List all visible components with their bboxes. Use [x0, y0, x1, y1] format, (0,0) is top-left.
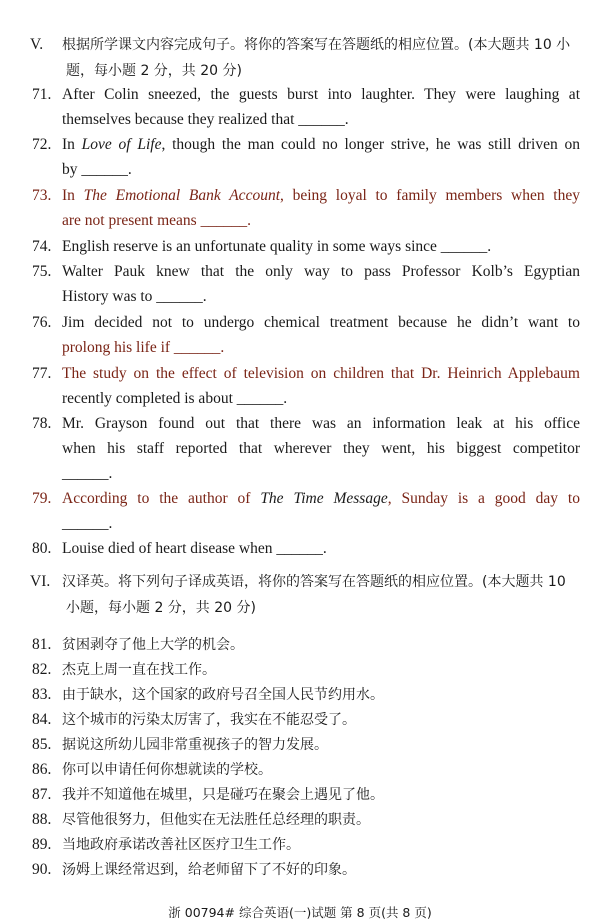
chinese-sentence: 由于缺水，这个国家的政府号召全国人民节约用水。	[62, 687, 384, 703]
question-77-line1: The study on the effect of television on children that Dr. Heinrich Applebaum	[62, 365, 580, 382]
question-79-line1	[62, 486, 580, 511]
question-number: 88.	[32, 811, 52, 828]
question-number: 90.	[32, 861, 52, 878]
question-90	[32, 857, 580, 883]
question-number: 80.	[32, 540, 52, 557]
question-number: 87.	[32, 786, 52, 803]
question-75-line2: History was to ______.	[62, 288, 207, 305]
question-number: 72.	[32, 136, 52, 153]
question-number: 89.	[32, 836, 52, 853]
question-71-line1: After Colin sneezed, the guests burst into laughter. They were laughing at	[62, 86, 580, 103]
question-82	[32, 657, 580, 683]
question-72-rest: , though the man could no longer strive, he was still driven on	[161, 136, 580, 153]
question-72-line2: by ______.	[62, 161, 132, 178]
question-71-line2: themselves because they realized that ______.	[62, 111, 349, 128]
question-72-pre: In	[62, 136, 82, 153]
question-79-rest: , Sunday is a good day to	[387, 490, 580, 507]
question-number: 86.	[32, 761, 52, 778]
question-81	[32, 632, 580, 658]
lesson-title: The Emotional Bank Account	[83, 187, 281, 204]
question-87	[32, 782, 580, 808]
question-73-pre: In	[62, 187, 84, 204]
question-74-line1: English reserve is an unfortunate quality in some ways since ______.	[62, 238, 492, 255]
question-88	[32, 807, 580, 833]
question-79-line2: ______.	[62, 515, 113, 532]
question-number: 84.	[32, 711, 52, 728]
section-v-line2: 题，每小题 2 分，共 20 分)	[66, 63, 242, 79]
question-number: 71.	[32, 86, 52, 103]
question-78	[32, 411, 580, 486]
question-85	[32, 732, 580, 758]
question-77	[32, 361, 580, 411]
question-74	[32, 234, 580, 259]
question-84	[32, 707, 580, 733]
question-72-line1	[62, 132, 580, 157]
chinese-sentence: 据说这所幼儿园非常重视孩子的智力发展。	[62, 737, 328, 753]
question-73-rest: , being loyal to family members when they	[280, 187, 580, 204]
question-78-line3: ______.	[62, 465, 113, 482]
chinese-sentence: 这个城市的污染太厉害了，我实在不能忍受了。	[62, 712, 356, 728]
question-80	[32, 536, 580, 561]
question-number: 75.	[32, 263, 52, 280]
question-75	[32, 259, 580, 309]
question-83	[32, 682, 580, 708]
question-number: 81.	[32, 636, 52, 653]
page-footer: 浙 00794# 综合英语(一)试题 第 8 页(共 8 页)	[168, 905, 432, 920]
section-vi-numeral: VI.	[30, 573, 51, 590]
question-73	[32, 183, 580, 233]
question-78-line1: Mr. Grayson found out that there was an information leak at his office	[62, 415, 580, 432]
question-78-line2: when his staff reported that wherever they went, his biggest competitor	[62, 440, 580, 457]
chinese-sentence: 你可以申请任何你想就读的学校。	[62, 762, 272, 778]
section-v-instructions	[30, 32, 582, 84]
question-76	[32, 310, 580, 360]
question-80-line1: Louise died of heart disease when ______.	[62, 540, 327, 557]
chinese-sentence: 杰克上周一直在找工作。	[62, 662, 216, 678]
question-76-line1: Jim decided not to undergo chemical treatment because he didn’t want to	[62, 314, 580, 331]
question-75-line1: Walter Pauk knew that the only way to pass Professor Kolb’s Egyptian	[62, 263, 580, 280]
section-vi-line2: 小题，每小题 2 分，共 20 分)	[66, 600, 256, 616]
question-72	[32, 132, 580, 182]
question-number: 79.	[32, 490, 52, 507]
question-number: 73.	[32, 187, 52, 204]
section-vi-instructions	[30, 569, 582, 621]
question-number: 78.	[32, 415, 52, 432]
chinese-sentence: 贫困剥夺了他上大学的机会。	[62, 637, 244, 653]
chinese-sentence: 汤姆上课经常迟到，给老师留下了不好的印象。	[62, 862, 356, 878]
question-73-line2: are not present means ______.	[62, 212, 251, 229]
question-73-line1	[62, 183, 580, 208]
question-76-line2: prolong his life if ______.	[62, 339, 225, 356]
question-77-line2: recently completed is about ______.	[62, 390, 288, 407]
question-number: 77.	[32, 365, 52, 382]
lesson-title: The Time Message	[260, 490, 388, 507]
question-number: 83.	[32, 686, 52, 703]
lesson-title: Love of Life	[81, 136, 162, 153]
chinese-sentence: 尽管他很努力，但他实在无法胜任总经理的职责。	[62, 812, 370, 828]
question-number: 82.	[32, 661, 52, 678]
question-number: 74.	[32, 238, 52, 255]
question-number: 85.	[32, 736, 52, 753]
question-71	[32, 82, 580, 132]
question-86	[32, 757, 580, 783]
question-79	[32, 486, 580, 536]
question-89	[32, 832, 580, 858]
section-v-numeral: V.	[30, 36, 44, 53]
chinese-sentence: 我并不知道他在城里，只是碰巧在聚会上遇见了他。	[62, 787, 384, 803]
chinese-sentence: 当地政府承诺改善社区医疗卫生工作。	[62, 837, 300, 853]
section-vi-line1: 汉译英。将下列句子译成英语，将你的答案写在答题纸的相应位置。(本大题共 10	[62, 574, 566, 590]
question-79-pre: According to the author of	[62, 490, 261, 507]
section-v-line1: 根据所学课文内容完成句子。将你的答案写在答题纸的相应位置。(本大题共 10 小	[62, 37, 571, 53]
question-number: 76.	[32, 314, 52, 331]
